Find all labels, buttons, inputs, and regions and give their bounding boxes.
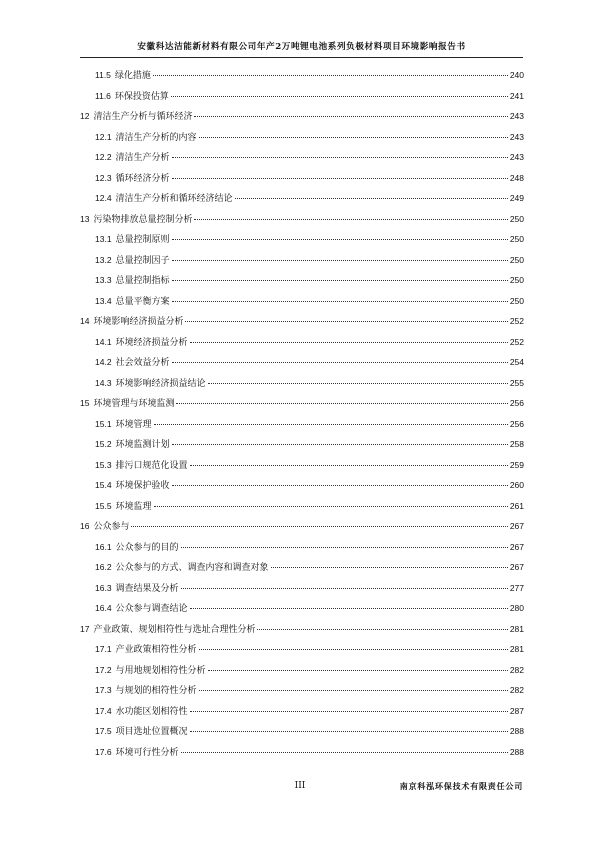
dot-leader <box>194 210 507 220</box>
toc-entry-number: 12.1 <box>95 131 112 142</box>
toc-entry-page: 282 <box>509 685 524 695</box>
dot-leader <box>172 271 508 281</box>
toc-entry-title: 总量平衡方案 <box>115 296 170 307</box>
toc-entry-page: 288 <box>509 726 524 736</box>
dot-leader <box>190 702 508 712</box>
footer-company: 南京科泓环保技术有限责任公司 <box>399 781 523 791</box>
toc-entry-number: 16.4 <box>95 603 112 613</box>
dot-leader <box>171 87 508 97</box>
toc-entry-number: 17.2 <box>95 664 112 675</box>
toc-entry-title: 环保投资估算 <box>114 91 169 102</box>
toc-entry-label <box>95 253 170 268</box>
toc-entry-label <box>80 109 192 124</box>
toc-entry-page: 243 <box>509 131 524 142</box>
toc-entry-title: 项目选址位置概况 <box>115 727 188 737</box>
toc-entry-title: 公众参与的目的 <box>115 542 179 553</box>
toc-entry-page: 288 <box>509 746 524 757</box>
toc-entry-page: 267 <box>509 521 524 531</box>
toc-entry-title: 循环经济分析 <box>115 173 170 184</box>
toc-entry-title: 公众参与 <box>93 522 130 532</box>
dot-leader <box>172 476 508 486</box>
dot-leader <box>199 681 508 691</box>
toc-entry-title: 与规划的相符性分析 <box>115 686 197 696</box>
toc-entry-page: 250 <box>509 254 524 265</box>
toc-entry-title: 清洁生产分析和循环经济结论 <box>115 194 233 204</box>
toc-entry[interactable] <box>80 642 524 656</box>
toc-entry[interactable] <box>80 191 524 205</box>
toc-entry-label <box>95 478 170 493</box>
toc-entry-title: 公众参与调查结论 <box>115 604 188 614</box>
toc-entry[interactable] <box>80 212 524 226</box>
toc-entry-page: 260 <box>509 480 524 490</box>
dot-leader <box>172 230 508 240</box>
toc-entry-number: 12.2 <box>95 152 112 162</box>
dot-leader <box>154 415 508 425</box>
toc-entry[interactable] <box>80 581 524 595</box>
toc-entry[interactable] <box>80 294 524 308</box>
toc-entry-page: 258 <box>509 439 524 449</box>
toc-entry-number: 16 <box>80 521 90 531</box>
toc-entry-number: 14.1 <box>95 336 112 347</box>
dot-leader <box>172 251 508 261</box>
toc-entry-number: 17.1 <box>95 644 112 654</box>
dot-leader <box>190 333 508 343</box>
toc-entry-number: 13 <box>80 213 90 224</box>
dot-leader <box>181 579 508 589</box>
dot-leader <box>208 374 508 384</box>
toc-entry-page: 248 <box>509 172 524 183</box>
toc-entry-page: 256 <box>509 418 524 429</box>
toc-entry-title: 总量控制指标 <box>115 276 170 286</box>
toc-entry-number: 14 <box>80 316 90 326</box>
toc-entry-title: 绿化措施 <box>114 71 151 81</box>
toc-entry-title: 清洁生产分析 <box>115 153 170 163</box>
toc-entry-page: 241 <box>509 90 524 101</box>
toc-entry-number: 14.3 <box>95 377 112 388</box>
toc-entry-page: 252 <box>509 316 524 326</box>
toc-entry[interactable] <box>80 335 524 349</box>
toc-entry-number: 11.6 <box>95 90 111 101</box>
toc-entry-number: 17.4 <box>95 705 112 716</box>
toc-entry-page: 249 <box>509 193 524 203</box>
dot-leader <box>190 599 508 609</box>
toc-entry-label <box>80 519 129 534</box>
toc-entry-title: 环境监测计划 <box>115 440 170 450</box>
dot-leader <box>172 353 508 363</box>
toc-entry[interactable] <box>80 130 524 144</box>
toc-entry-label <box>95 458 188 473</box>
toc-entry-label <box>80 396 174 411</box>
toc-entry[interactable] <box>80 396 524 410</box>
toc-entry[interactable] <box>80 724 524 738</box>
toc-entry-page: 282 <box>509 664 524 675</box>
toc-entry-label <box>95 273 170 288</box>
toc-entry-number: 13.3 <box>95 275 112 285</box>
toc-entry-label <box>95 745 179 760</box>
toc-entry-number: 15 <box>80 398 90 408</box>
toc-entry[interactable] <box>80 89 524 103</box>
toc-entry[interactable] <box>80 704 524 718</box>
toc-entry-label <box>95 150 170 165</box>
toc-entry[interactable] <box>80 253 524 267</box>
toc-entry-title: 环境影响经济损益结论 <box>115 378 206 389</box>
toc-entry-number: 16.3 <box>95 582 112 593</box>
toc-entry-number: 16.2 <box>95 562 112 572</box>
toc-entry-page: 267 <box>509 562 524 572</box>
toc-entry[interactable] <box>80 499 524 513</box>
toc-entry-page: 281 <box>509 644 524 654</box>
toc-entry-page: 267 <box>509 541 524 552</box>
toc-entry-number: 17.5 <box>95 726 112 736</box>
toc-entry-label <box>95 663 206 678</box>
toc-entry-label <box>95 540 179 555</box>
toc-entry-page: 281 <box>509 623 524 634</box>
toc-entry-number: 15.3 <box>95 459 112 470</box>
toc-entry-title: 调查结果及分析 <box>115 583 179 594</box>
toc-entry-title: 水功能区划相符性 <box>115 706 188 717</box>
toc-entry-page: 261 <box>509 500 524 511</box>
dot-leader <box>181 743 508 753</box>
toc-entry-label <box>80 314 183 329</box>
dot-leader <box>257 620 507 630</box>
dot-leader <box>271 558 508 568</box>
toc-entry-title: 清洁生产分析的内容 <box>115 132 197 143</box>
toc-entry[interactable] <box>80 745 524 759</box>
toc-entry-title: 环境影响经济损益分析 <box>93 317 184 327</box>
dot-leader <box>199 640 508 650</box>
toc-entry-page: 280 <box>509 603 524 613</box>
toc-entry-label <box>80 212 192 227</box>
dot-leader <box>235 189 508 199</box>
toc-entry-page: 277 <box>509 582 524 593</box>
dot-leader <box>172 169 508 179</box>
toc-entry-title: 社会效益分析 <box>115 358 170 368</box>
toc-entry-number: 17 <box>80 623 90 634</box>
toc-entry-label <box>95 294 170 309</box>
toc-entry[interactable] <box>80 68 524 82</box>
toc-entry-label <box>95 499 152 514</box>
toc-entry-label <box>95 232 170 247</box>
dot-leader <box>199 128 508 138</box>
toc-entry-number: 13.4 <box>95 295 112 306</box>
toc-entry-title: 环境经济损益分析 <box>115 337 188 348</box>
toc-entry[interactable] <box>80 458 524 472</box>
toc-entry[interactable] <box>80 355 524 369</box>
toc-entry-label <box>95 335 188 350</box>
toc-entry-title: 环境监理 <box>115 501 152 512</box>
toc-entry-title: 环境管理与环境监测 <box>93 399 175 409</box>
dot-leader <box>185 312 507 322</box>
dot-leader <box>154 497 508 507</box>
toc-entry-label <box>95 355 170 370</box>
toc-entry[interactable] <box>80 683 524 697</box>
toc-entry-title: 环境管理 <box>115 419 152 430</box>
toc-entry-label <box>95 601 188 616</box>
dot-leader <box>131 517 507 527</box>
toc-entry-number: 16.1 <box>95 541 112 552</box>
toc-entry[interactable] <box>80 109 524 123</box>
toc-entry-label <box>95 704 188 719</box>
toc-entry-number: 17.6 <box>95 746 112 757</box>
toc-entry-label <box>95 68 151 83</box>
toc-entry-page: 250 <box>509 213 524 224</box>
toc-entry-title: 公众参与的方式、调查内容和调查对象 <box>115 563 269 573</box>
toc-entry-title: 排污口规范化设置 <box>115 460 188 471</box>
toc-entry-number: 15.5 <box>95 500 112 511</box>
toc-entry-page: 254 <box>509 357 524 367</box>
page-number: III <box>294 781 306 791</box>
toc-entry[interactable] <box>80 540 524 554</box>
toc-entry-label <box>95 191 233 206</box>
toc-entry[interactable] <box>80 376 524 390</box>
toc-entry[interactable] <box>80 417 524 431</box>
dot-leader <box>190 722 508 732</box>
toc-entry-number: 15.1 <box>95 418 112 429</box>
toc-entry-label <box>95 89 169 104</box>
toc-entry-label <box>95 581 179 596</box>
toc-entry-page: 259 <box>509 459 524 470</box>
toc-entry-number: 15.4 <box>95 480 112 490</box>
toc-entry-page: 243 <box>509 152 524 162</box>
dot-leader <box>172 435 508 445</box>
toc-entry[interactable] <box>80 519 524 533</box>
toc-entry-page: 252 <box>509 336 524 347</box>
toc-entry-label <box>95 560 269 575</box>
toc-entry-label <box>80 622 255 637</box>
toc-entry-number: 14.2 <box>95 357 112 367</box>
toc-entry-label <box>95 171 170 186</box>
toc-entry-page: 256 <box>509 398 524 408</box>
toc-entry-title: 产业政策相符性分析 <box>115 645 197 655</box>
toc-entry-page: 287 <box>509 705 524 716</box>
toc-entry-label <box>95 130 197 145</box>
toc-entry[interactable] <box>80 150 524 164</box>
toc-entry[interactable] <box>80 171 524 185</box>
toc-entry-title: 总量控制因子 <box>115 255 170 266</box>
toc-entry-page: 240 <box>509 70 524 80</box>
toc-entry[interactable] <box>80 601 524 615</box>
toc-entry-title: 与用地规划相符性分析 <box>115 665 206 676</box>
running-header: 安徽科达洁能新材料有限公司年产2万吨锂电池系列负极材料项目环境影响报告书 <box>80 40 523 58</box>
dot-leader <box>176 394 507 404</box>
toc-entry-title: 环境可行性分析 <box>115 747 179 758</box>
toc-entry[interactable] <box>80 437 524 451</box>
toc-entry-page: 250 <box>509 275 524 285</box>
toc-entry-number: 12.3 <box>95 172 112 183</box>
toc-entry-number: 15.2 <box>95 439 112 449</box>
toc-entry-number: 12 <box>80 111 90 121</box>
toc-entry-number: 13.2 <box>95 254 112 265</box>
toc-entry-title: 污染物排放总量控制分析 <box>93 214 193 225</box>
dot-leader <box>181 538 508 548</box>
toc-entry-title: 清洁生产分析与循环经济 <box>93 112 193 122</box>
toc-entry[interactable] <box>80 478 524 492</box>
dot-leader <box>172 292 508 302</box>
toc-entry-number: 11.5 <box>95 70 111 80</box>
toc-entry[interactable] <box>80 663 524 677</box>
toc-entry-label <box>95 683 197 698</box>
dot-leader <box>172 148 508 158</box>
toc-entry[interactable] <box>80 273 524 287</box>
dot-leader <box>208 661 508 671</box>
toc-entry-title: 环境保护验收 <box>115 481 170 491</box>
toc-entry-number: 13.1 <box>95 234 112 244</box>
toc-entry[interactable] <box>80 622 524 636</box>
toc-entry-label <box>95 437 170 452</box>
toc-entry[interactable] <box>80 560 524 574</box>
toc-entry-page: 250 <box>509 295 524 306</box>
toc-entry-page: 243 <box>509 111 524 121</box>
toc-entry-label <box>95 642 197 657</box>
toc-entry-number: 12.4 <box>95 193 112 203</box>
dot-leader <box>190 456 508 466</box>
toc-entry-title: 产业政策、规划相符性与选址合理性分析 <box>93 624 256 635</box>
toc-entry[interactable] <box>80 314 524 328</box>
toc-entry-page: 255 <box>509 377 524 388</box>
dot-leader <box>153 66 508 76</box>
toc-entry-page: 250 <box>509 234 524 244</box>
dot-leader <box>194 107 507 117</box>
toc-entry-number: 17.3 <box>95 685 112 695</box>
toc-entry-title: 总量控制原则 <box>115 235 170 245</box>
toc-entry[interactable] <box>80 232 524 246</box>
toc-entry-label <box>95 417 152 432</box>
toc-entry-label <box>95 724 188 739</box>
toc-entry-label <box>95 376 206 391</box>
